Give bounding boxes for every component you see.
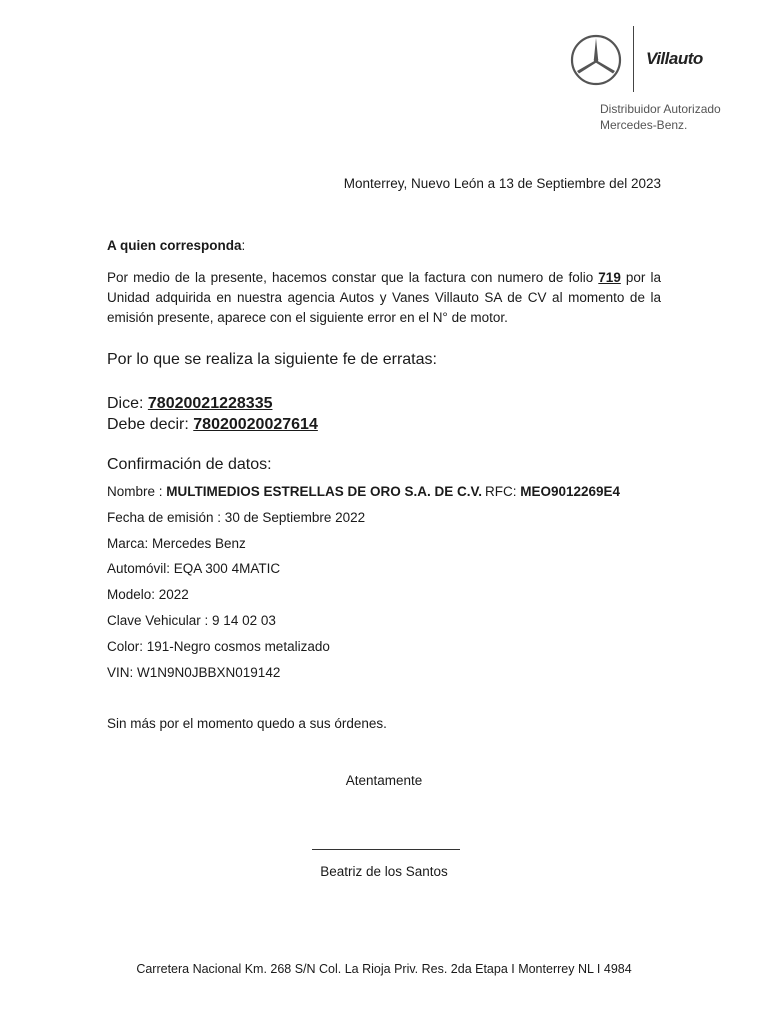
villauto-brand-logo: Villauto xyxy=(646,49,703,68)
intro-part-1: Por medio de la presente, hacemos constar que la factura con numero de folio xyxy=(107,270,599,285)
sign-off: Atentamente xyxy=(345,773,423,788)
letter-date: Monterrey, Nuevo León a 13 de Septiembre del 2023 xyxy=(343,176,661,191)
logo-divider xyxy=(633,26,634,92)
nombre-label: Nombre : xyxy=(107,484,167,499)
rfc-label: RFC: xyxy=(485,484,521,499)
dealer-line-2: Mercedes-Benz. xyxy=(600,118,688,132)
signer-name: Beatriz de los Santos xyxy=(320,864,448,879)
footer-address: Carretera Nacional Km. 268 S/N Col. La Rioja Priv. Res. 2da Etapa I Monterrey NL I 4984 xyxy=(136,962,632,976)
greeting xyxy=(107,238,245,253)
dice-label: Dice: xyxy=(107,395,148,412)
errata-title: Por lo que se realiza la siguiente fe de erratas: xyxy=(107,351,437,368)
nombre-value: MULTIMEDIOS ESTRELLAS DE ORO S.A. DE C.V. xyxy=(166,484,483,499)
debe-decir-line xyxy=(107,414,318,435)
intro-paragraph xyxy=(107,268,661,328)
dice-line xyxy=(107,393,318,414)
fecha-row: Fecha de emisión : 30 de Septiembre 2022 xyxy=(107,509,366,525)
vehicle-details xyxy=(107,483,621,689)
clave-row: Clave Vehicular : 9 14 02 03 xyxy=(107,612,276,628)
greeting-text: A quien corresponda xyxy=(107,238,242,253)
mercedes-star-logo-icon xyxy=(570,34,622,86)
color-row: Color: 191-Negro cosmos metalizado xyxy=(107,638,330,654)
signature-line xyxy=(312,849,460,850)
intro-part-2: por la Unidad adquirida en nuestra agencia Autos y Vanes Villauto SA de CV al momento de la emisión presente, aparece con el siguiente error en el N° de motor. xyxy=(107,270,661,325)
debe-decir-label: Debe decir: xyxy=(107,416,194,433)
vin-row: VIN: W1N9N0JBBXN019142 xyxy=(107,664,281,680)
marca-row: Marca: Mercedes Benz xyxy=(107,535,246,551)
confirm-title: Confirmación de datos: xyxy=(107,456,272,473)
nombre-row xyxy=(107,483,621,509)
automovil-row: Automóvil: EQA 300 4MATIC xyxy=(107,561,281,577)
dealer-line-1: Distribuidor Autorizado xyxy=(600,102,721,116)
greeting-colon: : xyxy=(241,238,246,253)
folio-number: 719 xyxy=(598,270,621,285)
dice-value: 78020021228335 xyxy=(147,395,273,412)
dealer-label xyxy=(600,101,721,133)
modelo-row: Modelo: 2022 xyxy=(107,587,189,603)
rfc-value: MEO9012269E4 xyxy=(520,484,621,499)
rfc-field xyxy=(485,483,620,501)
closing-line: Sin más por el momento quedo a sus órdenes. xyxy=(107,716,387,731)
debe-decir-value: 78020020027614 xyxy=(193,416,318,433)
errata-block xyxy=(107,393,318,435)
